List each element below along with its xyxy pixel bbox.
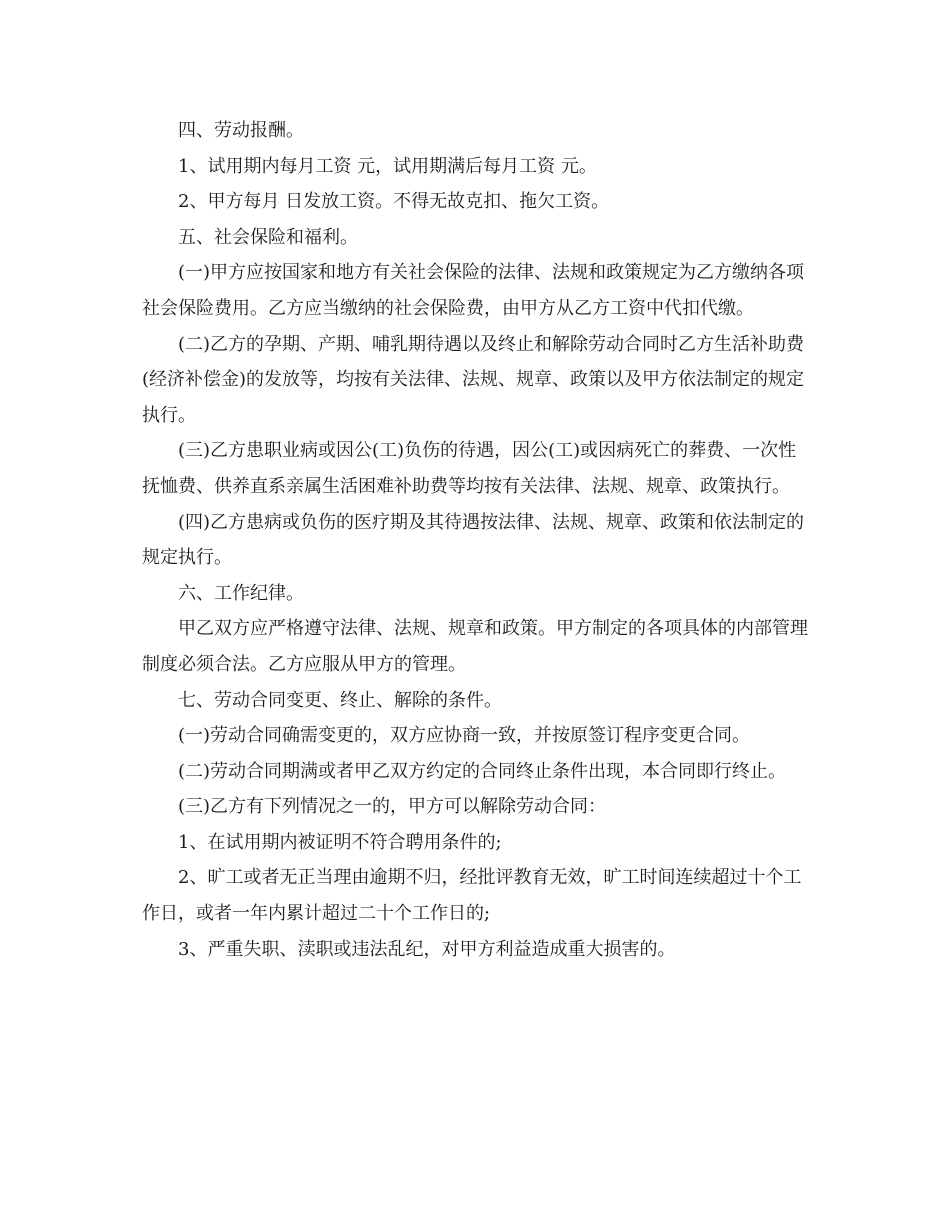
paragraph-insurance-item-2: (二)乙方的孕期、产期、哺乳期待遇以及终止和解除劳动合同时乙方生活补助费(经济补偿金)的发放等，均按有关法律、法规、规章、政策以及甲方依法制定的规定执行。 xyxy=(142,333,805,426)
paragraph-insurance-item-1: (一)甲方应按国家和地方有关社会保险的法律、法规和政策规定为乙方缴纳各项社会保险费用。乙方应当缴纳的社会保险费，由甲方从乙方工资中代扣代缴。 xyxy=(142,262,805,319)
paragraph-contract-item-3: (三)乙方有下列情况之一的，甲方可以解除劳动合同： xyxy=(178,796,607,818)
paragraph-contract-item-1: (一)劳动合同确需变更的，双方应协商一致，并按原签订程序变更合同。 xyxy=(178,725,751,747)
paragraph-termination-case-1: 1、在试用期内被证明不符合聘用条件的; xyxy=(178,831,502,853)
paragraph-termination-case-2: 2、旷工或者无正当理由逾期不归，经批评教育无效，旷工时间连续超过十个工作日，或者一年内累计超过二十个工作日的; xyxy=(142,867,802,925)
paragraph-insurance-item-3: (三)乙方患职业病或因公(工)负伤的待遇，因公(工)或因病死亡的葬费、一次性抚恤费、供养直系亲属生活困难补助费等均按有关法律、法规、规章、政策执行。 xyxy=(142,440,797,497)
section-heading-social-insurance: 五、社会保险和福利。 xyxy=(178,226,358,248)
section-heading-remuneration: 四、劳动报酬。 xyxy=(178,120,304,141)
paragraph-insurance-item-4: (四)乙方患病或负伤的医疗期及其待遇按法律、法规、规章、政策和依法制定的规定执行。 xyxy=(142,511,805,569)
paragraph-probation-salary: 1、试用期内每月工资 元，试用期满后每月工资 元。 xyxy=(178,155,597,177)
paragraph-termination-case-3: 3、严重失职、渎职或违法乱纪，对甲方利益造成重大损害的。 xyxy=(178,938,676,960)
paragraph-pay-day: 2、甲方每月 日发放工资。不得无故克扣、拖欠工资。 xyxy=(178,191,610,213)
section-heading-contract-changes: 七、劳动合同变更、终止、解除的条件。 xyxy=(178,689,502,711)
paragraph-contract-item-2: (二)劳动合同期满或者甲乙双方约定的合同终止条件出现，本合同即行终止。 xyxy=(178,760,787,782)
section-heading-discipline: 六、工作纪律。 xyxy=(178,582,304,604)
document-body xyxy=(142,113,810,967)
paragraph-discipline: 甲乙双方应严格遵守法律、法规、规章和政策。甲方制定的各项具体的内部管理制度必须合法。乙方应服从甲方的管理。 xyxy=(142,618,808,675)
